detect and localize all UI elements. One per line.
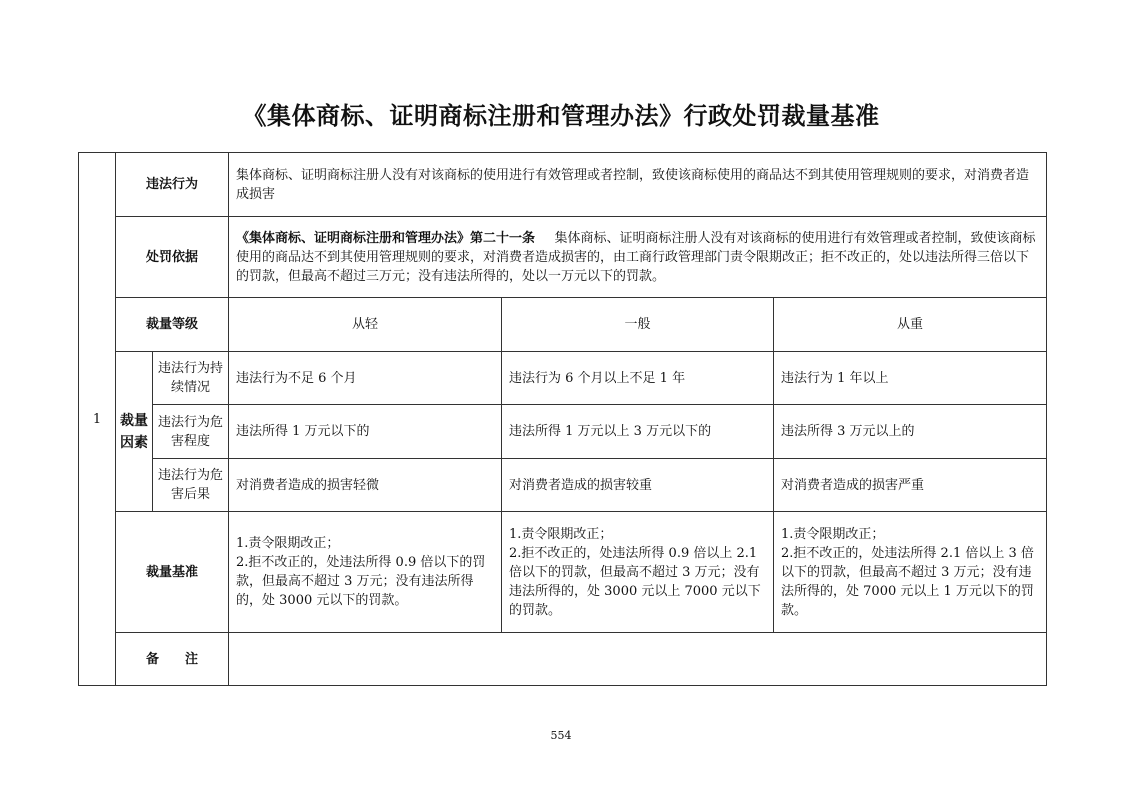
standard-cell: [502, 512, 774, 633]
basis-article: 《集体商标、证明商标注册和管理办法》第二十一条: [236, 230, 536, 246]
standard-line: 2.拒不改正的，处违法所得 2.1 倍以上 3 倍以下的罚款，但最高不超过 3 万元；没有违法所得的，处 7000 元以上 1 万元以下的罚款。: [781, 545, 1034, 618]
violation-text: 集体商标、证明商标注册人没有对该商标的使用进行有效管理或者控制，致使该商标使用的商品达不到其使用管理规则的要求，对消费者造成损害: [229, 153, 1047, 217]
standard-label: 裁量基准: [116, 512, 229, 633]
standard-line: 2.拒不改正的，处违法所得 0.9 倍以下的罚款，但最高不超过 3 万元；没有违法所得的，处 3000 元以下的罚款。: [236, 555, 486, 608]
penalty-table: [78, 152, 1047, 686]
basis-text: 集体商标、证明商标注册人没有对该商标的使用进行有效管理或者控制，致使该商标使用的商品达不到其使用管理规则的要求，对消费者造成损害的，由工商行政管理部门责令限期改正；拒不改正的，处以违法所得三倍以下的罚款，但最高不超过三万元；没有违法所得的，处以一万元以下的罚款。: [236, 230, 1036, 284]
page-number: 554: [550, 729, 572, 742]
factor-value: 违法行为 6 个月以上不足 1 年: [502, 352, 774, 405]
factor-value: 违法所得 1 万元以下的: [229, 405, 502, 459]
factor-value: 对消费者造成的损害轻微: [229, 459, 502, 512]
level-light: 从轻: [229, 298, 502, 352]
standard-line: 1.责令限期改正；: [236, 536, 340, 551]
level-heavy: 从重: [774, 298, 1047, 352]
basis-cell: [229, 217, 1047, 298]
factor-label: 违法行为持续情况: [153, 352, 229, 405]
factor-value: 违法所得 3 万元以上的: [774, 405, 1047, 459]
standard-line: 2.拒不改正的，处违法所得 0.9 倍以上 2.1 倍以下的罚款，但最高不超过 3 万元；没有违法所得的，处 3000 元以上 7000 元以下的罚款。: [509, 545, 761, 618]
factor-label: 违法行为危害后果: [153, 459, 229, 512]
factor-value: 违法行为不足 6 个月: [229, 352, 502, 405]
standard-line: 1.责令限期改正；: [509, 526, 613, 542]
standard-cell: [229, 512, 502, 633]
remarks-label: 备 注: [116, 633, 229, 686]
standard-cell: [774, 512, 1047, 633]
page-title: 《集体商标、证明商标注册和管理办法》行政处罚裁量基准: [242, 102, 880, 130]
level-general: 一般: [502, 298, 774, 352]
row-number: 1: [79, 153, 116, 686]
violation-label: 违法行为: [116, 153, 229, 217]
factor-value: 对消费者造成的损害严重: [774, 459, 1047, 512]
factor-value: 对消费者造成的损害较重: [502, 459, 774, 512]
standard-line: 1.责令限期改正；: [781, 526, 885, 542]
factor-value: 违法所得 1 万元以上 3 万元以下的: [502, 405, 774, 459]
factor-value: 违法行为 1 年以上: [774, 352, 1047, 405]
factors-label: 裁量因素: [116, 352, 153, 512]
factor-label: 违法行为危害程度: [153, 405, 229, 459]
levels-label: 裁量等级: [116, 298, 229, 352]
basis-label: 处罚依据: [116, 217, 229, 298]
remarks-text: [229, 633, 1047, 686]
